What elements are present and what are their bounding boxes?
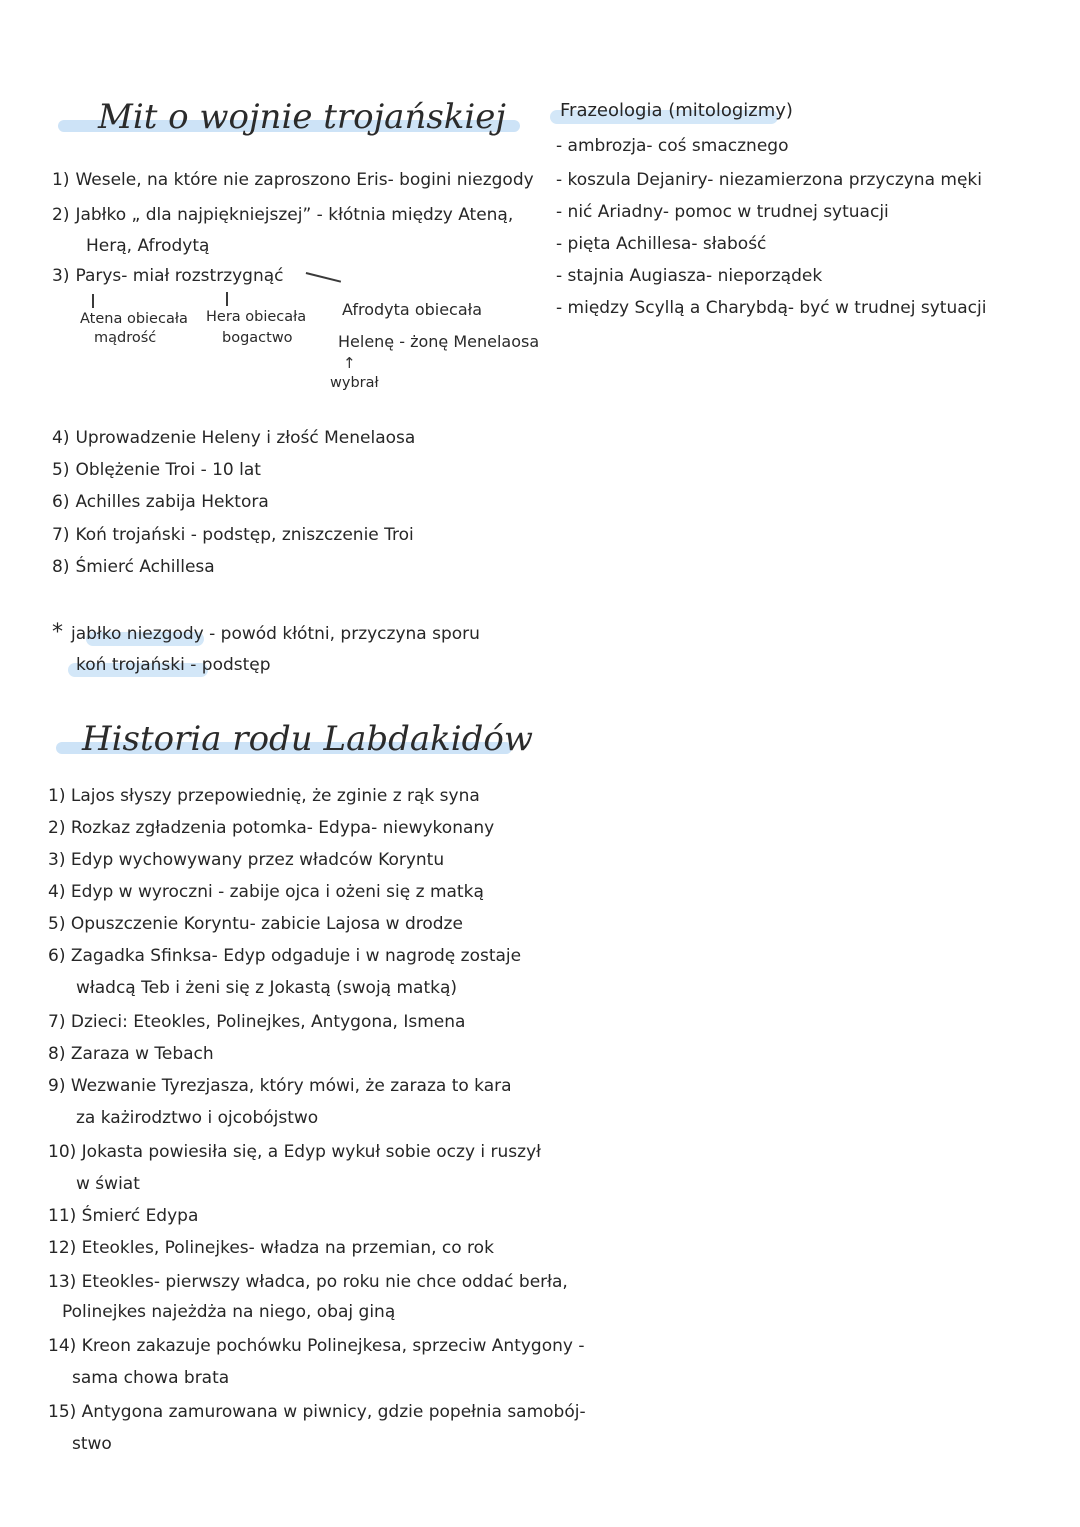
list-item: 7) Koń trojański - podstęp, zniszczenie Troi [52, 525, 414, 545]
history-line: sama chowa brata [72, 1368, 230, 1388]
history-line: stwo [72, 1434, 112, 1454]
history-line: 8) Zaraza w Tebach [48, 1044, 214, 1064]
list-item: Herą, Afrodytą [86, 236, 210, 256]
history-line: w świat [76, 1174, 140, 1194]
hera-promise-detail: bogactwo [222, 330, 293, 346]
connector-line [92, 294, 94, 308]
history-line: władcą Teb i żeni się z Jokastą (swoją matką) [76, 978, 458, 998]
connector-line [226, 292, 228, 306]
history-line: 5) Opuszczenie Koryntu- zabicie Lajosa w drodze [48, 914, 463, 934]
history-line: 11) Śmierć Edypa [48, 1206, 199, 1226]
labdacids-title: Historia rodu Labdakidów [82, 719, 533, 759]
history-line: 6) Zagadka Sfinksa- Edyp odgaduje i w nagrodę zostaje [48, 946, 522, 966]
aphrodite-promise-detail: Helenę - żonę Menelaosa [338, 332, 540, 351]
phrase-item: - ambrozja- coś smacznego [556, 136, 789, 156]
history-line: 13) Eteokles- pierwszy władca, po roku nie chce oddać berła, [48, 1272, 568, 1292]
list-item: 5) Oblężenie Troi - 10 lat [52, 460, 261, 480]
history-line: 15) Antygona zamurowana w piwnicy, gdzie popełnia samobój- [48, 1402, 586, 1422]
history-line: 14) Kreon zakazuje pochówku Polinejkesa, sprzeciw Antygony - [48, 1336, 585, 1356]
note-line: koń trojański - podstęp [76, 655, 271, 675]
list-item: 1) Wesele, na które nie zaproszono Eris- bogini niezgody [52, 170, 534, 190]
phrase-item: - stajnia Augiasza- nieporządek [556, 266, 823, 286]
history-line: 3) Edyp wychowywany przez władców Koryntu [48, 850, 445, 870]
history-line: Polinejkes najeżdża na niego, obaj giną [62, 1302, 396, 1322]
phraseology-title: Frazeologia (mitologizmy) [560, 100, 793, 121]
history-line: za każirodztwo i ojcobójstwo [76, 1108, 319, 1128]
history-line: 7) Dzieci: Eteokles, Polinejkes, Antygona, Ismena [48, 1012, 466, 1032]
hera-promise: Hera obiecała [206, 309, 307, 325]
aphrodite-promise: Afrodyta obiecała [342, 300, 482, 319]
up-arrow-icon: ↑ [343, 354, 356, 372]
athena-promise: Atena obiecała [80, 311, 188, 327]
chosen-label: wybrał [330, 375, 379, 391]
history-line: 10) Jokasta powiesiła się, a Edyp wykuł sobie oczy i ruszył [48, 1142, 541, 1162]
phrase-item: - pięta Achillesa- słabość [556, 234, 767, 254]
history-line: 4) Edyp w wyroczni - zabije ojca i ożeni się z matką [48, 882, 484, 902]
list-item: 2) Jabłko „ dla najpiękniejszej” - kłótnia między Ateną, [52, 205, 514, 225]
history-line: 2) Rozkaz zgładzenia potomka- Edypa- niewykonany [48, 818, 495, 838]
list-item: 6) Achilles zabija Hektora [52, 492, 269, 512]
connector-line [306, 272, 341, 282]
history-line: 9) Wezwanie Tyrezjasza, który mówi, że zaraza to kara [48, 1076, 512, 1096]
list-item: 8) Śmierć Achillesa [52, 557, 215, 577]
note-line: * jabłko niezgody - powód kłótni, przyczyna sporu [52, 620, 480, 645]
history-line: 12) Eteokles, Polinejkes- władza na przemian, co rok [48, 1238, 494, 1258]
phrase-item: - nić Ariadny- pomoc w trudnej sytuacji [556, 202, 889, 222]
asterisk-icon: * [52, 620, 63, 645]
list-item: 4) Uprowadzenie Heleny i złość Menelaosa [52, 428, 416, 448]
list-item: 3) Parys- miał rozstrzygnąć [52, 266, 284, 286]
athena-promise-detail: mądrość [94, 330, 157, 346]
trojan-title: Mit o wojnie trojańskiej [98, 97, 506, 137]
phrase-item: - koszula Dejaniry- niezamierzona przyczyna męki [556, 170, 982, 190]
history-line: 1) Lajos słyszy przepowiednię, że zginie z rąk syna [48, 786, 480, 806]
phrase-item: - między Scyllą a Charybdą- być w trudnej sytuacji [556, 298, 987, 318]
